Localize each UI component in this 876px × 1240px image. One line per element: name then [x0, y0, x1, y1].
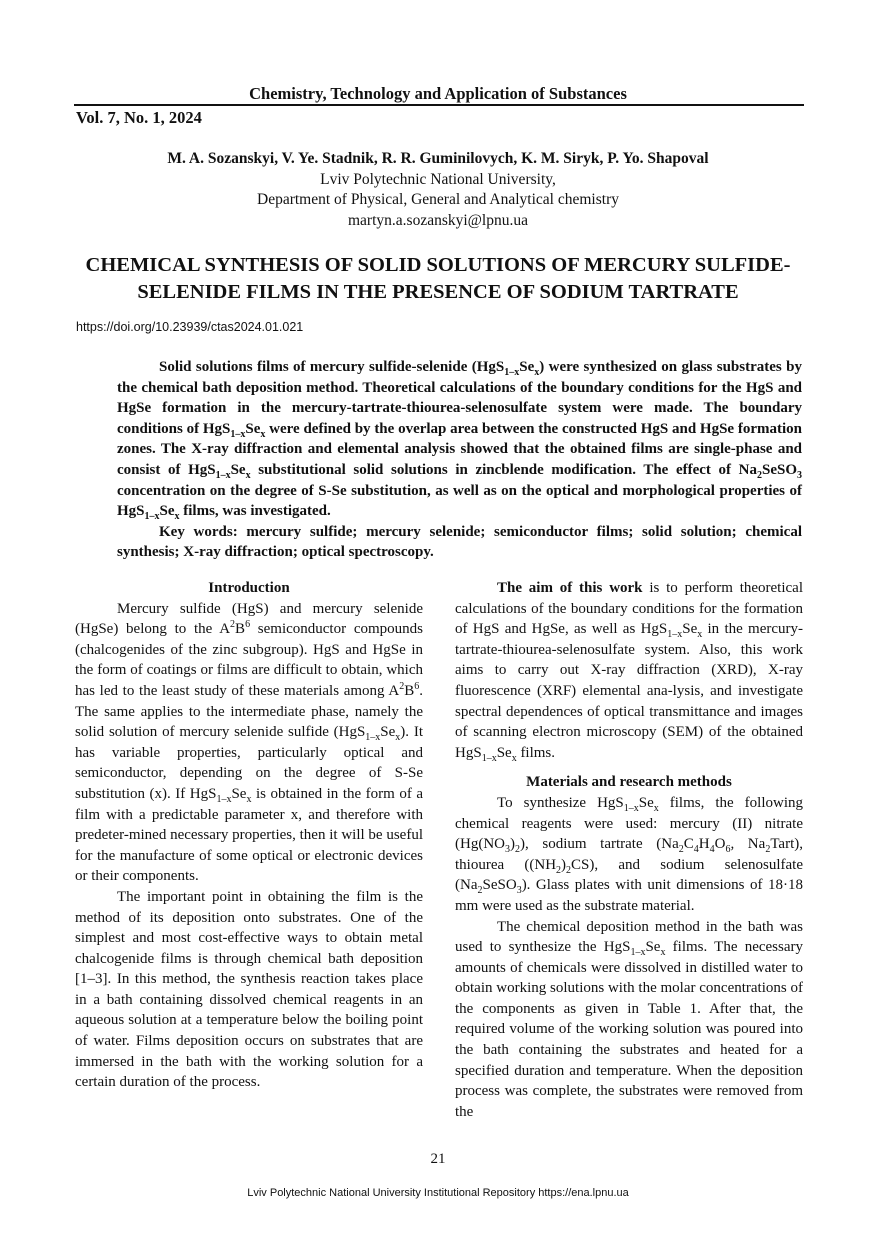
- methods-paragraph-2: The chemical deposition method in the bath was used to synthesize the $HgS_{1-x}Se_x$ films. The necessary amounts of chemicals were dissolved in distilled water to obtain working solutions with the molar concentrations of the components as given in Table 1. After that, the required volume of the working solution was poured into the bath containing the substrates and heated for a specified duration and temperature. When the deposition process was complete, the substrates were removed from the: [455, 918, 803, 1120]
- aim-paragraph: The aim of this work is to perform theoretical calculations of the boundary conditions for the formation of HgS and HgSe, as well as $HgS_{1-x}Se_x$ in the mercury-tartrate-thiourea-selenosulfate system. Also, this work aims to carry out X-ray diffraction (XRD), X-ray fluorescence (XRF) elemental ana-lysis, and investigate spectral dependences of optical transmittance and images of scanning electron microscopy (SEM) of the obtained $HgS_{1-x}Se_x$ films.: [455, 580, 803, 764]
- header-rule: [74, 104, 804, 106]
- abstract-text: Solid solutions films of mercury sulfide-selenide $(HgS_{1-x}Se_x)$ were synthesized on glass substrates by the chemical bath deposition method. Theoretical calculations of the boundary conditions for the HgS and HgSe formation in the mercury-tartrate-thiourea-selenosulfate system were made. The boundary conditions of $HgS_{1-x}Se_x$ were defined by the overlap area between the constructed HgS and HgSe formation zones. The X-ray diffraction and elemental analysis showed that the obtained films are single-phase and consist of $HgS_{1-x}Se_x$ substitutional solid solutions in zincblende modification. The effect of $Na_2SeSO_3$ concentration on the degree of S-Se substitution, as well as on the optical and morphological properties of $HgS_{1-x}Se_x$ films, was investigated.: [117, 359, 803, 523]
- abstract: [117, 357, 802, 563]
- page-number: 21: [430, 1151, 446, 1167]
- title-line-1: CHEMICAL SYNTHESIS OF SOLID SOLUTIONS OF MERCURY SULFIDE-: [85, 254, 791, 276]
- title-line-2: SELENIDE FILMS IN THE PRESENCE OF SODIUM TARTRATE: [137, 281, 739, 303]
- author-email[interactable]: martyn.a.sozanskyi@lpnu.ua: [348, 211, 528, 229]
- volume-label: Vol. 7, No. 1, 2024: [76, 108, 202, 127]
- introduction-heading: Introduction: [208, 580, 290, 596]
- journal-title: Chemistry, Technology and Application of Substances: [249, 84, 627, 103]
- doi-link[interactable]: https://doi.org/10.23939/ctas2024.01.021: [76, 320, 304, 334]
- intro-paragraph-1: Mercury sulfide (HgS) and mercury selenide (HgSe) belong to the $A^2B^6$ semiconductor compounds (chalcogenides of the zinc subgroup). HgS and HgSe in the form of coatings or films are difficult to obtain, which has led to the least study of these materials among $A^2B^6$. The same applies to the intermediate phase, namely the solid solution of mercury selenide sulfide $(HgS_{1-x}Se_x)$. It has variable properties, particularly optical and semiconductor, depending on the degree of S-Se substitution (x). If $HgS_{1-x}Se_x$ is obtained in the form of a film with a predictable parameter x, and therefore with predeter-mined necessary properties, then it will be useful for the manufacture of some optical or electronic devices or their components.: [75, 600, 423, 885]
- intro-paragraph-2: The important point in obtaining the film is the method of its deposition onto substrates. One of the simplest and most cost-effective ways to obtain metal chalcogenide films is through chemical bath deposition [1–3]. In this method, the synthesis reaction takes place in a bath containing dissolved chemical reagents in an aqueous solution at a temperature below the boiling point of water. Films deposition occurs on substrates that are immersed in the bath with the working solution for a certain duration of the process.: [75, 888, 423, 1091]
- paper-title: [70, 252, 806, 306]
- repository-footer: Lviv Polytechnic National University Institutional Repository https://ena.lpnu.ua: [247, 1187, 629, 1199]
- right-column: [455, 578, 803, 1122]
- author-block: [0, 149, 876, 231]
- author-department: Department of Physical, General and Analytical chemistry: [257, 191, 619, 208]
- methods-heading: Materials and research methods: [526, 774, 732, 791]
- author-names: M. A. Sozanskyi, V. Ye. Stadnik, R. R. Guminilovych, K. M. Siryk, P. Yo. Shapoval: [167, 150, 709, 167]
- author-university: Lviv Polytechnic National University,: [320, 170, 556, 188]
- left-column: [75, 578, 423, 1093]
- methods-paragraph-1: To synthesize $HgS_{1-x}Se_x$ films, the following chemical reagents were used: mercury (II) nitrate $(Hg(NO_3)_2)$, sodium tartrate ($Na_2C_4H_4O_6$, $Na_2Tart$), thiourea $((NH_2)_2CS)$, and sodium selenosulfate $(Na_2SeSO_3)$. Glass plates with unit dimensions of 18·18 mm were used as the substrate material.: [455, 794, 803, 914]
- keywords: Key words: mercury sulfide; mercury selenide; semiconductor films; solid solution; chemical synthesis; X-ray diffraction; optical spectroscopy.: [117, 523, 802, 561]
